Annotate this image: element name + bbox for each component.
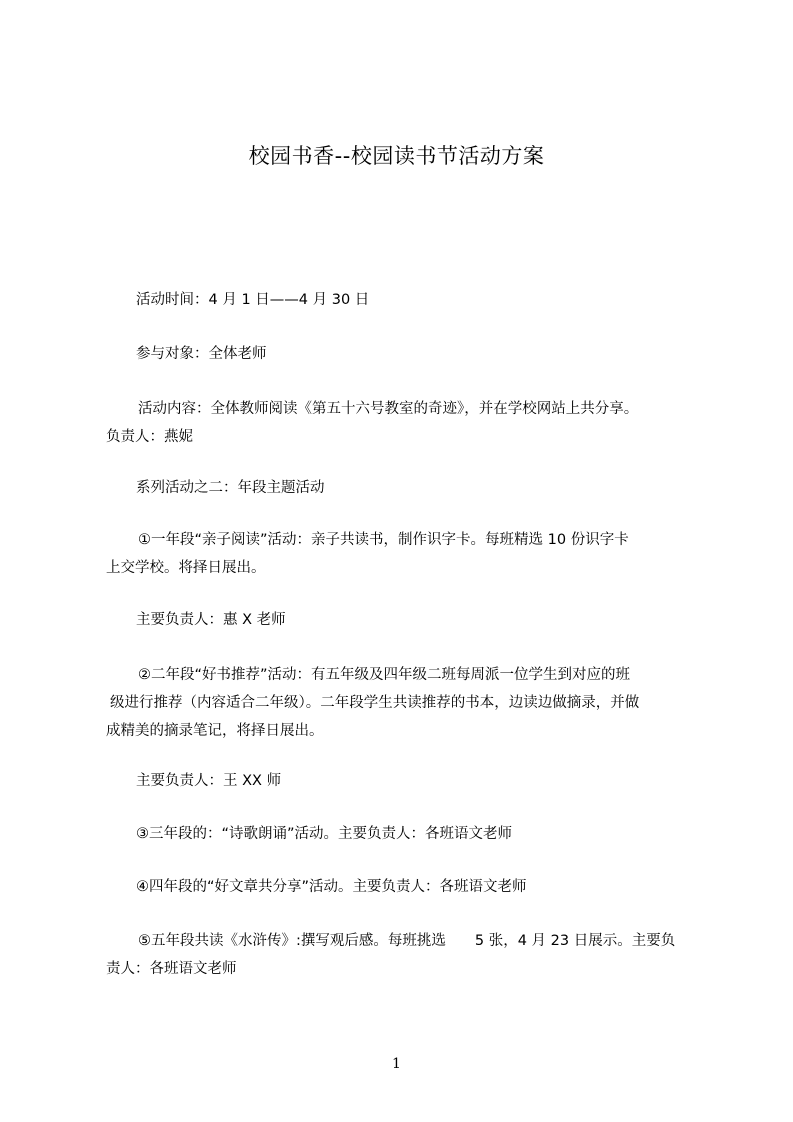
paragraph-grade-two: [106, 661, 706, 745]
paragraph-grade-one: [106, 526, 706, 582]
paragraph-line: ③三年段的：“诗歌朗诵”活动。主要负责人：各班语文老师: [136, 826, 513, 842]
paragraph-line: 责人：各班语文老师: [106, 961, 237, 977]
paragraph-line: 级进行推荐（内容适合二年级）。二年段学生共读推荐的书本，边读边做摘录，并做: [110, 695, 640, 711]
paragraph-activity-content: [106, 395, 706, 451]
paragraph-grade-three: [106, 820, 706, 848]
paragraph-line: ②二年段“好书推荐”活动：有五年级及四年级二班每周派一位学生到对应的班: [138, 667, 631, 683]
paragraph-line: 负责人：燕妮: [106, 429, 193, 445]
paragraph-line: 上交学校。将择日展出。: [106, 560, 266, 576]
paragraph-activity-time: [106, 286, 706, 314]
paragraph-participants: [106, 340, 706, 368]
paragraph-grade-one-owner: [106, 606, 706, 634]
paragraph-series-activity: [106, 474, 706, 502]
paragraph-line: 活动时间：4 月 1 日——4 月 30 日: [136, 292, 370, 308]
paragraph-line: ⑤五年段共读《水浒传》:撰写观后感。每班挑选 5 张，4 月 23 日展示。主要负: [138, 933, 676, 949]
paragraph-line: ①一年段“亲子阅读”活动：亲子共读书，制作识字卡。每班精选 10 份识字卡: [138, 532, 629, 548]
paragraph-grade-five: [106, 927, 706, 983]
page-number: 1: [392, 1056, 401, 1072]
paragraph-line: ④四年段的“好文章共分享”活动。主要负责人：各班语文老师: [136, 879, 527, 895]
paragraph-line: 主要负责人：惠 X 老师: [136, 612, 286, 628]
document-title: 校园书香--校园读书节活动方案: [248, 144, 545, 168]
paragraph-grade-four: [106, 873, 706, 901]
paragraph-line: 参与对象：全体老师: [136, 346, 267, 362]
paragraph-grade-two-owner: [106, 767, 706, 795]
paragraph-line: 系列活动之二：年段主题活动: [136, 480, 325, 496]
paragraph-line: 活动内容：全体教师阅读《第五十六号教室的奇迹》，并在学校网站上共分享。: [138, 401, 639, 417]
paragraph-line: 成精美的摘录笔记，将择日展出。: [106, 723, 324, 739]
paragraph-line: 主要负责人：王 XX 师: [136, 773, 282, 789]
